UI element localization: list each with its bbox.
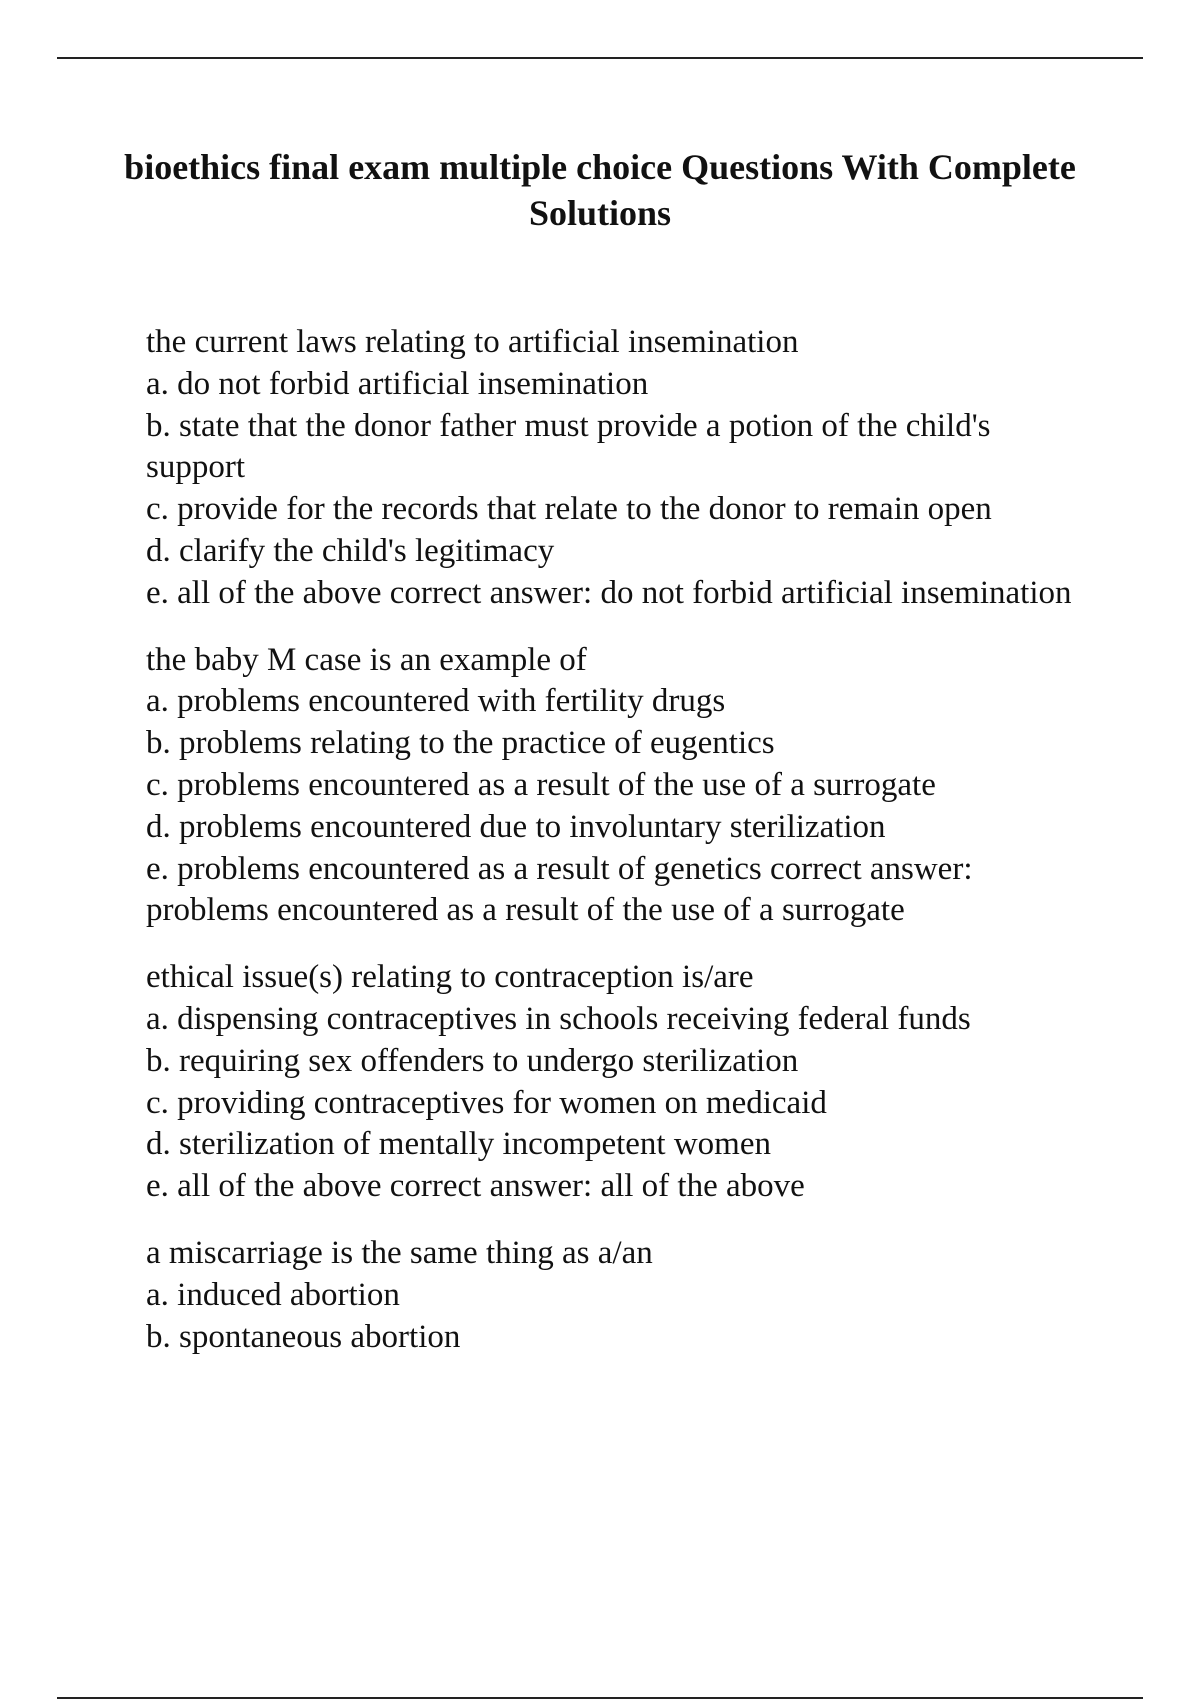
question-stem: the current laws relating to artificial insemination [146, 324, 799, 360]
bottom-rule [57, 1697, 1143, 1699]
answer-option: c. problems encountered as a result of the use of a surrogate [146, 766, 936, 803]
question-stem: ethical issue(s) relating to contraception is/are [146, 959, 754, 996]
answer-option: d. problems encountered due to involuntary sterilization [146, 808, 886, 845]
answer-option: b. state that the donor father must provide a potion of the child's support [146, 407, 991, 486]
answer-option: e. all of the above correct answer: all of the above [146, 1168, 805, 1205]
question-3 [146, 957, 1086, 1208]
answer-option: b. problems relating to the practice of eugentics [146, 725, 775, 762]
answer-option: a. dispensing contraceptives in schools receiving federal funds [146, 1000, 971, 1037]
question-4 [146, 1233, 1086, 1358]
answer-option: a. problems encountered with fertility drugs [146, 683, 726, 720]
document-title: bioethics final exam multiple choice Questions With Complete Solutions [124, 147, 1076, 233]
top-rule [57, 57, 1143, 59]
answer-option: a. induced abortion [146, 1276, 400, 1313]
answer-option: c. provide for the records that relate to the donor to remain open [146, 491, 992, 528]
answer-option: b. spontaneous abortion [146, 1318, 461, 1355]
answer-option: a. do not forbid artificial insemination [146, 365, 649, 402]
answer-option: c. providing contraceptives for women on medicaid [146, 1084, 827, 1121]
answer-option: d. sterilization of mentally incompetent women [146, 1126, 772, 1163]
question-1 [146, 322, 1086, 615]
answer-option: d. clarify the child's legitimacy [146, 532, 555, 569]
answer-option: e. problems encountered as a result of genetics correct answer: problems encountered as a result of the use of a surrogate [146, 850, 973, 929]
question-stem: the baby M case is an example of [146, 641, 587, 678]
question-stem: a miscarriage is the same thing as a/an [146, 1234, 653, 1271]
answer-option: e. all of the above correct answer: do not forbid artificial insemination [146, 574, 1072, 611]
answer-option: b. requiring sex offenders to undergo sterilization [146, 1042, 799, 1079]
question-2 [146, 640, 1086, 933]
question-list [146, 322, 1086, 1383]
